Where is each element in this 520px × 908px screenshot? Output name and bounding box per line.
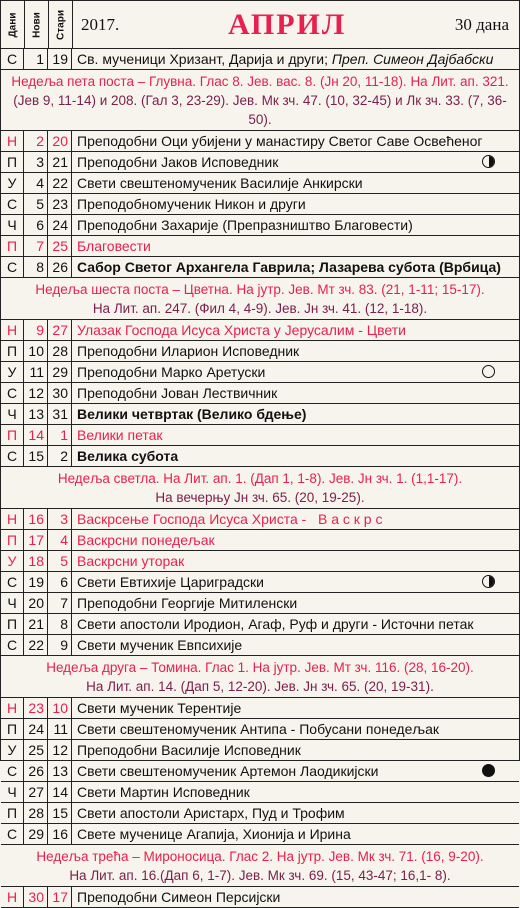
col-label-new: Нови bbox=[31, 11, 42, 38]
weekday-cell: Н bbox=[1, 509, 24, 529]
weekday-cell: П bbox=[1, 530, 24, 550]
reading-line: (Јев 9, 11-14) и 208. (Гал 3, 23-29). Јев. Мк зч. 47. (10, 32-45) и Лк зч. 33. (7, 36-50). bbox=[13, 93, 507, 127]
col-header-days bbox=[1, 1, 25, 48]
feast-name: Сабор Светог Архангела Гаврила; Лазарева субота (Врбица) bbox=[77, 259, 501, 275]
new-date-cell: 8 bbox=[24, 257, 48, 277]
weekday-cell: Н bbox=[1, 131, 24, 151]
feast-name: Благовести bbox=[77, 238, 151, 254]
day-row bbox=[1, 698, 519, 719]
new-date-cell: 17 bbox=[24, 530, 48, 550]
day-row bbox=[1, 572, 519, 593]
day-row bbox=[1, 614, 519, 635]
day-row bbox=[1, 446, 519, 467]
feast-text bbox=[72, 635, 519, 655]
feast-name: Преподобни Иларион Исповедник bbox=[77, 343, 300, 359]
new-date-cell: 1 bbox=[24, 49, 48, 69]
feast-text bbox=[72, 824, 519, 844]
reading-line: Недеља друга – Томина. Глас 1. На јутр. Јев. Мт зч. 116. (28, 16-20). bbox=[46, 660, 474, 675]
feast-text bbox=[72, 446, 519, 466]
new-date-cell: 22 bbox=[24, 635, 48, 655]
feast-text bbox=[72, 698, 519, 718]
old-date-cell: 4 bbox=[48, 530, 72, 550]
feast-text bbox=[72, 719, 519, 739]
feast-text bbox=[72, 257, 519, 277]
day-row bbox=[1, 509, 519, 530]
feast-name: Велики петак bbox=[77, 427, 163, 443]
day-row bbox=[1, 782, 519, 803]
old-date-cell: 24 bbox=[48, 215, 72, 235]
weekday-cell: П bbox=[1, 425, 24, 445]
feast-text bbox=[72, 614, 519, 634]
old-date-cell: 28 bbox=[48, 341, 72, 361]
weekday-cell: С bbox=[1, 761, 24, 781]
col-header-new bbox=[25, 1, 49, 48]
day-row bbox=[1, 236, 519, 257]
new-date-cell: 4 bbox=[24, 173, 48, 193]
new-date-cell: 2 bbox=[24, 131, 48, 151]
new-date-cell: 15 bbox=[24, 446, 48, 466]
new-date-cell: 12 bbox=[24, 383, 48, 403]
feast-name: Преподобни Марко Аретуски bbox=[77, 364, 266, 380]
old-date-cell: 5 bbox=[48, 551, 72, 571]
day-row bbox=[1, 635, 519, 656]
feast-text bbox=[72, 572, 519, 592]
new-date-cell: 27 bbox=[24, 782, 48, 802]
feast-text bbox=[72, 404, 519, 424]
old-date-cell: 26 bbox=[48, 257, 72, 277]
feast-text bbox=[72, 551, 519, 571]
new-date-cell: 3 bbox=[24, 152, 48, 172]
feast-text bbox=[72, 236, 519, 256]
weekday-cell: Н bbox=[1, 698, 24, 718]
feast-text bbox=[72, 131, 519, 151]
weekday-cell: У bbox=[1, 362, 24, 382]
old-date-cell: 7 bbox=[48, 593, 72, 613]
calendar-header bbox=[1, 1, 519, 49]
new-date-cell: 7 bbox=[24, 236, 48, 256]
reading-line: Недеља шеста поста – Цветна. На јутр. Јев. Мт зч. 83. (21, 1-11; 15-17). bbox=[35, 282, 485, 297]
old-date-cell: 10 bbox=[48, 698, 72, 718]
weekday-cell: Н bbox=[1, 320, 24, 340]
new-date-cell: 29 bbox=[24, 824, 48, 844]
feast-text bbox=[72, 761, 519, 781]
feast-text bbox=[72, 740, 519, 760]
week-reading bbox=[1, 467, 519, 509]
weekday-cell: У bbox=[1, 740, 24, 760]
old-date-cell: 2 bbox=[48, 446, 72, 466]
feast-text bbox=[72, 215, 519, 235]
feast-name: Васкрсење Господа Исуса Христа - В а с к р с bbox=[77, 511, 383, 527]
feast-name: Васкрсни уторак bbox=[77, 553, 185, 569]
old-date-cell: 17 bbox=[48, 887, 72, 907]
old-date-cell: 12 bbox=[48, 740, 72, 760]
day-row bbox=[1, 761, 519, 782]
weekday-cell: П bbox=[1, 803, 24, 823]
weekday-cell: С bbox=[1, 824, 24, 844]
feast-name: Свете мученице Агапија, Хионија и Ирина bbox=[77, 826, 351, 842]
feast-name: Преподобни Захарије (Препразништво Благовести) bbox=[77, 217, 413, 233]
day-row bbox=[1, 803, 519, 824]
weekday-cell: П bbox=[1, 236, 24, 256]
feast-text bbox=[72, 530, 519, 550]
reading-line: На Лит. ап. 16.(Дап 6, 1-7). Јев. Мк зч. 69. (15, 43-47; 16,1- 8). bbox=[69, 868, 451, 883]
new-date-cell: 9 bbox=[24, 320, 48, 340]
day-row bbox=[1, 49, 519, 70]
day-row bbox=[1, 887, 519, 908]
week-reading bbox=[1, 278, 519, 320]
feast-text bbox=[72, 509, 519, 529]
day-row bbox=[1, 719, 519, 740]
day-row bbox=[1, 593, 519, 614]
reading-line: На Лит. ап. 247. (Фил 4, 4-9). Јев. Јн зч. 41. (12, 1-18). bbox=[92, 301, 428, 316]
old-date-cell: 29 bbox=[48, 362, 72, 382]
day-row bbox=[1, 824, 519, 845]
new-date-cell: 13 bbox=[24, 404, 48, 424]
title-bar bbox=[73, 1, 519, 48]
feast-name: Свети Евтихије Цариградски bbox=[77, 574, 264, 590]
old-date-cell: 14 bbox=[48, 782, 72, 802]
new-date-cell: 21 bbox=[24, 614, 48, 634]
reading-line: Недеља светла. На Лит. ап. 1. (Дап 1, 1-8). Јев. Јн зч. 1. (1,1-17). bbox=[57, 471, 463, 486]
half-moon-icon bbox=[482, 575, 495, 588]
col-label-old: Стари bbox=[55, 9, 66, 40]
week-reading bbox=[1, 70, 519, 131]
feast-text bbox=[72, 887, 519, 907]
weekday-cell: С bbox=[1, 572, 24, 592]
old-date-cell: 3 bbox=[48, 509, 72, 529]
feast-text bbox=[72, 341, 519, 361]
feast-name: Велика субота bbox=[77, 448, 179, 464]
day-row bbox=[1, 551, 519, 572]
feast-name: Свети мученик Терентије bbox=[77, 700, 242, 716]
week-reading bbox=[1, 845, 519, 887]
old-date-cell: 31 bbox=[48, 404, 72, 424]
feast-text bbox=[72, 194, 519, 214]
day-row bbox=[1, 740, 519, 761]
new-date-cell: 6 bbox=[24, 215, 48, 235]
old-date-cell: 21 bbox=[48, 152, 72, 172]
new-date-cell: 25 bbox=[24, 740, 48, 760]
new-date-cell: 19 bbox=[24, 572, 48, 592]
weekday-cell: П bbox=[1, 719, 24, 739]
weekday-cell: Ч bbox=[1, 593, 24, 613]
feast-text bbox=[72, 152, 519, 172]
half-moon-icon bbox=[482, 155, 495, 168]
day-row bbox=[1, 425, 519, 446]
new-date-cell: 24 bbox=[24, 719, 48, 739]
day-row bbox=[1, 320, 519, 341]
feast-name: Преподобни Оци убијени у манастиру Светог Саве Освећеног bbox=[77, 133, 483, 149]
col-header-old bbox=[49, 1, 73, 48]
weekday-cell: П bbox=[1, 341, 24, 361]
feast-text bbox=[72, 173, 519, 193]
feast-name: Свети мученик Евпсихије bbox=[77, 637, 243, 653]
old-date-cell: 15 bbox=[48, 803, 72, 823]
feast-text bbox=[72, 383, 519, 403]
feast-text bbox=[72, 362, 519, 382]
day-row bbox=[1, 215, 519, 236]
old-date-cell: 30 bbox=[48, 383, 72, 403]
new-date-cell: 26 bbox=[24, 761, 48, 781]
feast-text bbox=[72, 320, 519, 340]
weekday-cell: Ч bbox=[1, 782, 24, 802]
feast-text bbox=[72, 425, 519, 445]
feast-name: Преподобномученик Никон и други bbox=[77, 196, 306, 212]
new-date-cell: 28 bbox=[24, 803, 48, 823]
new-date-cell: 20 bbox=[24, 593, 48, 613]
weekday-cell: С bbox=[1, 383, 24, 403]
weekday-cell: У bbox=[1, 551, 24, 571]
weekday-cell: П bbox=[1, 614, 24, 634]
feast-name: Свети Мартин Исповедник bbox=[77, 784, 250, 800]
weekday-cell: С bbox=[1, 194, 24, 214]
feast-text bbox=[72, 782, 519, 802]
old-date-cell: 16 bbox=[48, 824, 72, 844]
feast-name: Преподобни Јован Лествичник bbox=[77, 385, 278, 401]
reading-line: Недеља пета поста – Глувна. Глас 8. Јев. вас. 8. (Јн 20, 11-18). На Лит. ап. 321. bbox=[11, 74, 509, 89]
reading-line: На Лит. ап. 14. (Дап 5, 12-20). Јев. Јн зч. 65. (20, 19-31). bbox=[86, 679, 434, 694]
feast-text bbox=[72, 49, 519, 69]
reading-line: На вечерњу Јн зч. 65. (20, 19-25). bbox=[155, 490, 365, 505]
days-count: 30 дана bbox=[454, 14, 509, 34]
week-reading bbox=[1, 656, 519, 698]
feast-name: Велики четвртак (Велико бдење) bbox=[77, 406, 307, 422]
day-row bbox=[1, 152, 519, 173]
day-row bbox=[1, 257, 519, 278]
weekday-cell: С bbox=[1, 635, 24, 655]
feast-name: Свети свештеномученик Артемон Лаодикијски bbox=[77, 763, 379, 779]
col-label-days: Дани bbox=[7, 12, 18, 37]
old-date-cell: 27 bbox=[48, 320, 72, 340]
weekday-cell: Ч bbox=[1, 404, 24, 424]
weekday-cell: С bbox=[1, 49, 24, 69]
feast-name: Свети свештеномученик Антипа - Побусани понедељак bbox=[77, 721, 439, 737]
weekday-cell: Н bbox=[1, 887, 24, 907]
feast-name: Васкрсни понедељак bbox=[77, 532, 215, 548]
new-date-cell: 18 bbox=[24, 551, 48, 571]
old-date-cell: 9 bbox=[48, 635, 72, 655]
new-date-cell: 14 bbox=[24, 425, 48, 445]
new-date-cell: 10 bbox=[24, 341, 48, 361]
feast-name: Преподобни Георгије Митиленски bbox=[77, 595, 298, 611]
day-row bbox=[1, 131, 519, 152]
feast-name: Преподобни Јаков Исповедник bbox=[77, 154, 279, 170]
old-date-cell: 22 bbox=[48, 173, 72, 193]
day-row bbox=[1, 530, 519, 551]
feast-name: Свети апостоли Иродион, Агаф, Руф и други - Источни петак bbox=[77, 616, 474, 632]
feast-name: Улазак Господа Исуса Христа у Јерусалим - Цвети bbox=[77, 322, 406, 338]
feast-extra: Преп. Симеон Дајбабски bbox=[331, 51, 494, 67]
day-row bbox=[1, 383, 519, 404]
old-date-cell: 25 bbox=[48, 236, 72, 256]
old-date-cell: 13 bbox=[48, 761, 72, 781]
old-date-cell: 1 bbox=[48, 425, 72, 445]
feast-name: Св. мученици Хризант, Дарија и други; bbox=[77, 51, 332, 67]
calendar-body bbox=[1, 49, 519, 908]
old-date-cell: 19 bbox=[48, 49, 72, 69]
weekday-cell: Ч bbox=[1, 215, 24, 235]
old-date-cell: 23 bbox=[48, 194, 72, 214]
day-row bbox=[1, 362, 519, 383]
new-date-cell: 11 bbox=[24, 362, 48, 382]
new-date-cell: 5 bbox=[24, 194, 48, 214]
reading-line: Недеља трећа – Мироносица. Глас 2. На јутр. Јев. Мк зч. 71. (16, 9-20). bbox=[36, 849, 484, 864]
new-date-cell: 30 bbox=[24, 887, 48, 907]
weekday-cell: П bbox=[1, 152, 24, 172]
weekday-cell: У bbox=[1, 173, 24, 193]
new-date-cell: 16 bbox=[24, 509, 48, 529]
old-date-cell: 20 bbox=[48, 131, 72, 151]
old-date-cell: 6 bbox=[48, 572, 72, 592]
day-row bbox=[1, 404, 519, 425]
month-title: АПРИЛ bbox=[227, 7, 347, 41]
feast-text bbox=[72, 803, 519, 823]
year: 2017. bbox=[81, 14, 120, 34]
weekday-cell: С bbox=[1, 446, 24, 466]
day-row bbox=[1, 341, 519, 362]
day-row bbox=[1, 173, 519, 194]
feast-name: Свети апостоли Аристарх, Пуд и Трофим bbox=[77, 805, 345, 821]
feast-name: Свети свештеномученик Василије Анкирски bbox=[77, 175, 363, 191]
full-moon-icon bbox=[482, 764, 495, 777]
day-row bbox=[1, 194, 519, 215]
new-date-cell: 23 bbox=[24, 698, 48, 718]
feast-name: Преподобни Василије Исповедник bbox=[77, 742, 301, 758]
new-moon-icon bbox=[482, 365, 495, 378]
old-date-cell: 11 bbox=[48, 719, 72, 739]
weekday-cell: С bbox=[1, 257, 24, 277]
feast-text bbox=[72, 593, 519, 613]
feast-name: Преподобни Симеон Персијски bbox=[77, 889, 281, 905]
old-date-cell: 8 bbox=[48, 614, 72, 634]
